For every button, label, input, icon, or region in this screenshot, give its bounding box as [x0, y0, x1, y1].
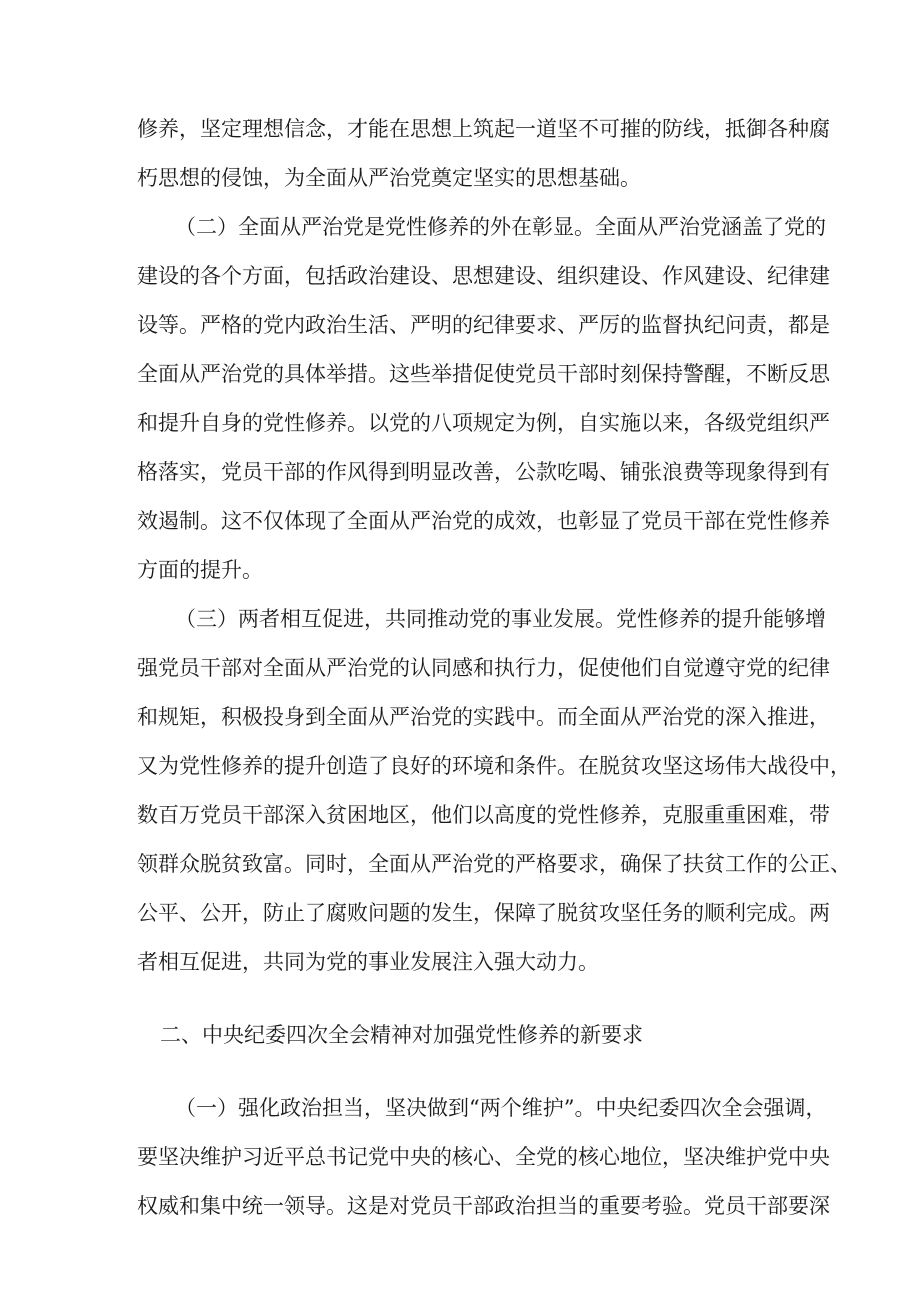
- text-line: 强党员干部对全面从严治党的认同感和执行力，促使他们自觉遵守党的纪律: [137, 656, 830, 680]
- text-line: 全面从严治党的具体举措。这些举措促使党员干部时刻保持警醒，不断反思: [137, 362, 830, 386]
- text-line: 要坚决维护习近平总书记党中央的核心、全党的核心地位，坚决维护党中央: [137, 1145, 830, 1169]
- text-line: 朽思想的侵蚀，为全面从严治党奠定坚实的思想基础。: [137, 166, 641, 190]
- section-heading: 二、中央纪委四次全会精神对加强党性修养的新要求: [160, 1023, 643, 1047]
- text-line: 公平、公开，防止了腐败问题的发生，保障了脱贫攻坚任务的顺利完成。两: [137, 901, 830, 925]
- text-line: 和规矩，积极投身到全面从严治党的实践中。而全面从严治党的深入推进，: [137, 705, 830, 729]
- text-line: 领群众脱贫致富。同时，全面从严治党的严格要求，确保了扶贫工作的公正、: [137, 852, 851, 876]
- text-line: 和提升自身的党性修养。以党的八项规定为例，自实施以来，各级党组织严: [137, 411, 830, 435]
- text-line: 效遏制。这不仅体现了全面从严治党的成效，也彰显了党员干部在党性修养: [137, 509, 830, 533]
- text-line: 建设的各个方面，包括政治建设、思想建设、组织建设、作风建设、纪律建: [137, 264, 830, 288]
- paragraph-2-heading-line: （二）全面从严治党是党性修养的外在彰显。全面从严治党涵盖了党的: [175, 215, 826, 239]
- text-line: 权威和集中统一领导。这是对党员干部政治担当的重要考验。党员干部要深: [137, 1194, 830, 1218]
- text-line: 又为党性修养的提升创造了良好的环境和条件。在脱贫攻坚这场伟大战役中，: [137, 754, 851, 778]
- paragraph-3-heading-line: （三）两者相互促进，共同推动党的事业发展。党性修养的提升能够增: [175, 607, 826, 631]
- text-line: 格落实，党员干部的作风得到明显改善，公款吃喝、铺张浪费等现象得到有: [137, 460, 830, 484]
- text-line: 方面的提升。: [137, 558, 263, 582]
- text-line: 者相互促进，共同为党的事业发展注入强大动力。: [137, 950, 599, 974]
- text-line: 修养，坚定理想信念，才能在思想上筑起一道坚不可摧的防线，抵御各种腐: [137, 117, 830, 141]
- text-line: 设等。严格的党内政治生活、严明的纪律要求、严厉的监督执纪问责，都是: [137, 313, 830, 337]
- subsection-heading-line: （一）强化政治担当，坚决做到“两个维护”。中央纪委四次全会强调，: [175, 1096, 827, 1120]
- text-line: 数百万党员干部深入贫困地区，他们以高度的党性修养，克服重重困难，带: [137, 803, 830, 827]
